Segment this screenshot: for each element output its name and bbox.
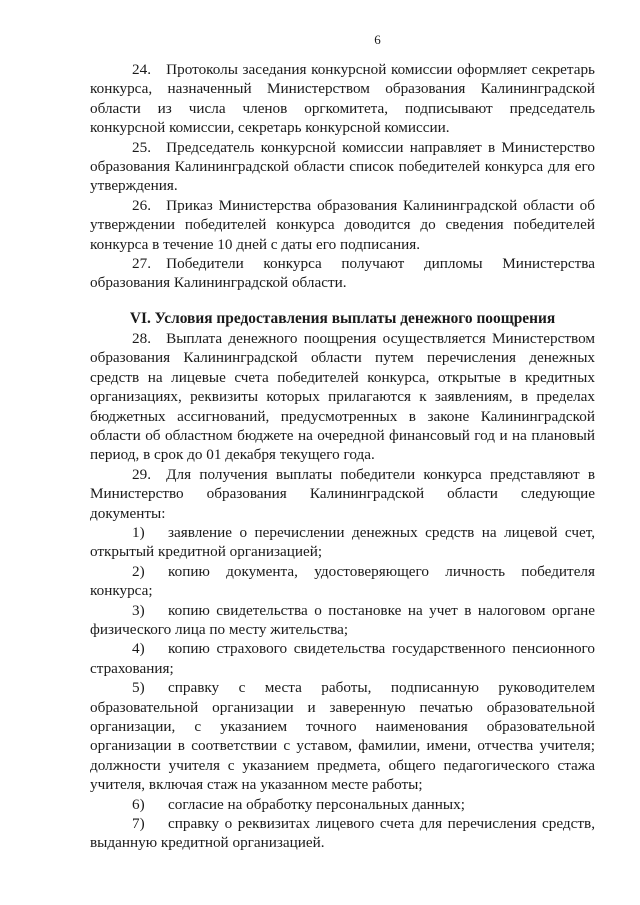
paragraph-25: 25. Председатель конкурсной комиссии направляет в Министерство образования Калининградской области список победителей конкурса для его утверждения. [90,138,595,195]
list-item-number: 7) [132,815,145,833]
paragraph-29: 29. Для получения выплаты победители конкурса представляют в Министерство образования Калининградской области следующие документы: [90,465,595,522]
list-item [90,795,595,814]
list-item-number: 5) [132,679,145,697]
list-item-number: 1) [132,523,145,541]
list-item [90,678,595,794]
list-item-text: справку с места работы, подписанную руководителем образовательной организации и заверенную печатью образовательной организации, с указанием точного наименования образовательной организации в соответствии с уставом, фамилии, имени, отчества учителя; должности учителя с указанием предмета, общего педагогического стажа учителя, включая стаж на указанном месте работы; [90,679,595,794]
list-item [90,523,595,562]
list-item-text: справку о реквизитах лицевого счета для перечисления средств, выданную кредитной организацией. [90,815,595,852]
list-item-text: согласие на обработку персональных данных; [168,795,465,813]
section-title: VI. Условия предоставления выплаты денежного поощрения [129,309,556,327]
list-item-text: заявление о перечислении денежных средств на лицевой счет, открытый кредитной организацией; [90,523,595,561]
paragraph-24: 24. Протоколы заседания конкурсной комиссии оформляет секретарь конкурса, назначенный Министерством образования Калининградской области из числа членов оргкомитета, подписывают председатель конкурсной комиссии, секретарь конкурсной комиссии. [90,61,595,137]
list-item-number: 2) [132,562,145,580]
list-item-number: 6) [132,795,145,813]
list-item [90,814,595,853]
page-number: 6 [374,32,381,47]
paragraph-27: 27. Победители конкурса получают дипломы Министерства образования Калининградской области. [90,255,595,292]
paragraph-26: 26. Приказ Министерства образования Калининградской области об утверждении победителей конкурса доводится до сведения победителей конкурса в течение 10 дней с даты его подписания. [90,196,595,253]
list-item-text: копию документа, удостоверяющего личность победителя конкурса; [90,562,595,600]
list-item [90,601,595,640]
list-item [90,562,595,601]
list-item-number: 3) [132,601,145,619]
list-item-text: копию свидетельства о постановке на учет в налоговом органе физического лица по месту жительства; [90,601,595,638]
paragraph-28: 28. Выплата денежного поощрения осуществляется Министерством образования Калининградской области путем перечисления денежных средств на лицевые счета победителей конкурса, открытые в кредитных организациях, реквизиты которых прилагаются к заявлениям, в пределах бюджетных ассигнований, предусмотренных в законе Калининградской области об областном бюджете на очередной финансовый год и на плановый период, в срок до 01 декабря текущего года. [90,329,595,464]
list-item-number: 4) [132,640,145,658]
list-item-text: копию страхового свидетельства государственного пенсионного страхования; [90,640,595,677]
list-item [90,639,595,678]
